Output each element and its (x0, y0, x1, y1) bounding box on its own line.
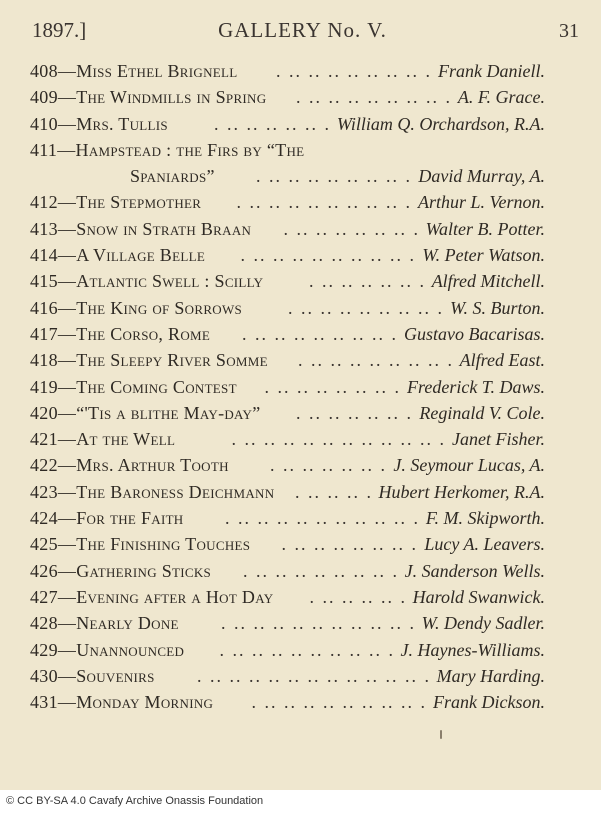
leader-dots: . .. .. .. .. .. .. . (281, 534, 418, 555)
leader-dots: . .. .. .. .. . (309, 586, 407, 607)
catalogue-entry (30, 663, 545, 689)
leader-dots: . .. .. .. .. .. .. .. .. . (240, 245, 416, 266)
entry-title: 428—Nearly Done (30, 613, 179, 634)
entry-artist: Mary Harding. (436, 665, 545, 686)
catalogue-entry (30, 689, 545, 715)
entry-title: 416—The King of Sorrows (30, 297, 243, 318)
catalogue-entry (30, 610, 545, 636)
entry-title: 408—Miss Ethel Brignell (30, 61, 238, 81)
leader-dots: . .. .. .. .. .. .. .. . (242, 323, 398, 344)
entry-title: 415—Atlantic Swell : Scilly (30, 271, 264, 292)
entry-title: 418—The Sleepy River Somme (30, 350, 268, 371)
entry-artist: William Q. Orchardson, R.A. (336, 113, 545, 134)
entry-artist: Frank Dickson. (433, 692, 545, 713)
entry-title: 414—A Village Belle (30, 245, 206, 266)
leader-dots: . .. .. .. .. .. .. .. . (288, 297, 444, 318)
catalogue-entries (30, 58, 545, 715)
entry-artist: W. S. Burton. (450, 297, 545, 318)
catalogue-entry (30, 137, 545, 163)
leader-dots: . .. .. .. .. .. . (214, 113, 331, 134)
entry-title: 410—Mrs. Tullis (30, 113, 168, 134)
entry-artist: Frederick T. Daws. (407, 376, 545, 397)
entry-title: 425—The Finishing Touches (30, 534, 251, 555)
leader-dots: . .. .. .. .. .. .. .. .. .. . (221, 613, 416, 634)
entry-artist: Hubert Herkomer, R.A. (378, 481, 545, 502)
entry-title: 424—For the Faith (30, 508, 184, 529)
archive-credit: © CC BY-SA 4.0 Cavafy Archive Onassis Foundation (6, 795, 264, 807)
catalogue-entry (30, 216, 545, 242)
entry-title: Spaniards” (130, 166, 215, 187)
entry-title: 409—The Windmills in Spring (30, 87, 267, 108)
paper-mark (440, 730, 442, 739)
catalogue-entry (30, 505, 545, 531)
header-title: GALLERY No. V. (218, 18, 387, 42)
leader-dots: . .. .. .. .. .. .. .. .. .. .. .. . (197, 665, 431, 686)
catalogue-entry (30, 111, 545, 137)
entry-artist: F. M. Skipworth. (425, 508, 545, 529)
entry-title: 419—The Coming Contest (30, 376, 237, 397)
entry-artist: J. Haynes-Williams. (400, 639, 545, 660)
entry-artist: Arthur L. Vernon. (417, 192, 545, 213)
entry-title: 427—Evening after a Hot Day (30, 586, 274, 607)
leader-dots: . .. .. .. .. .. . (309, 271, 426, 292)
entry-artist: Alfred Mitchell. (431, 271, 545, 292)
catalogue-entry (30, 584, 545, 610)
entry-artist: Alfred East. (459, 350, 545, 371)
entry-artist: Lucy A. Leavers. (424, 534, 545, 555)
entry-title: 426—Gathering Sticks (30, 560, 212, 581)
catalogue-entry (30, 558, 545, 584)
entry-artist: Janet Fisher. (452, 429, 545, 450)
catalogue-entry (30, 268, 545, 294)
catalogue-entry (30, 374, 545, 400)
leader-dots: . .. .. .. .. .. . (270, 455, 387, 476)
entry-artist: David Murray, A. (418, 166, 545, 187)
entry-artist: Frank Daniell. (438, 61, 545, 81)
entry-artist: W. Dendy Sadler. (421, 613, 545, 634)
catalogue-entry-continued (30, 163, 545, 189)
leader-dots: . .. .. .. .. .. .. .. . (243, 560, 399, 581)
leader-dots: . .. .. .. .. .. .. .. .. . (219, 639, 395, 660)
entry-artist: A. F. Grace. (457, 87, 545, 108)
entry-artist: Reginald V. Cole. (419, 402, 545, 423)
catalogue-entry (30, 242, 545, 268)
leader-dots: . .. .. .. .. .. .. .. . (276, 61, 432, 81)
catalogue-entry (30, 347, 545, 373)
leader-dots: . .. .. .. .. .. .. .. .. .. . (225, 508, 420, 529)
catalogue-entry (30, 452, 545, 478)
entry-artist: Harold Swanwick. (412, 586, 545, 607)
catalogue-entry (30, 637, 545, 663)
entry-title: 422—Mrs. Arthur Tooth (30, 455, 229, 476)
leader-dots: . .. .. .. .. .. .. .. . (298, 350, 454, 371)
leader-dots: . .. .. .. .. .. .. .. . (256, 166, 412, 187)
catalogue-entry (30, 321, 545, 347)
entry-title: 417—The Corso, Rome (30, 323, 211, 344)
entry-title: 412—The Stepmother (30, 192, 202, 213)
catalogue-entry (30, 58, 545, 84)
catalogue-entry (30, 479, 545, 505)
entry-title: 411—Hampstead : the Firs by “The (30, 139, 305, 160)
entry-artist: J. Sanderson Wells. (404, 560, 545, 581)
page-number: 31 (559, 20, 579, 42)
entry-artist: J. Seymour Lucas, A. (393, 455, 545, 476)
entry-artist: Gustavo Bacarisas. (404, 323, 545, 344)
entry-title: 421—At the Well (30, 429, 176, 450)
catalogue-entry (30, 531, 545, 557)
header-year: 1897.] (32, 18, 87, 42)
entry-artist: Walter B. Potter. (425, 218, 545, 239)
leader-dots: . .. .. .. . (295, 481, 373, 502)
entry-title: 423—The Baroness Deichmann (30, 481, 275, 502)
entry-artist: W. Peter Watson. (422, 245, 545, 266)
page-header (26, 14, 579, 48)
entry-title: 420—“'Tis a blithe May-day” (30, 402, 261, 423)
catalogue-entry (30, 295, 545, 321)
leader-dots: . .. .. .. .. .. .. .. .. . (251, 692, 427, 713)
catalogue-entry (30, 189, 545, 215)
leader-dots: . .. .. .. .. .. .. .. .. . (236, 192, 412, 213)
leader-dots: . .. .. .. .. .. .. .. .. .. .. . (231, 429, 446, 450)
leader-dots: . .. .. .. .. .. .. . (264, 376, 401, 397)
catalogue-entry (30, 400, 545, 426)
leader-dots: . .. .. .. .. .. .. .. . (296, 87, 452, 108)
entry-title: 413—Snow in Strath Braan (30, 218, 252, 239)
entry-title: 430—Souvenirs (30, 665, 155, 686)
entry-title: 429—Unannounced (30, 639, 185, 660)
leader-dots: . .. .. .. .. .. .. . (283, 218, 420, 239)
leader-dots: . .. .. .. .. .. . (296, 402, 413, 423)
catalogue-entry (30, 426, 545, 452)
entry-title: 431—Monday Morning (30, 692, 214, 713)
catalogue-entry (30, 84, 545, 110)
